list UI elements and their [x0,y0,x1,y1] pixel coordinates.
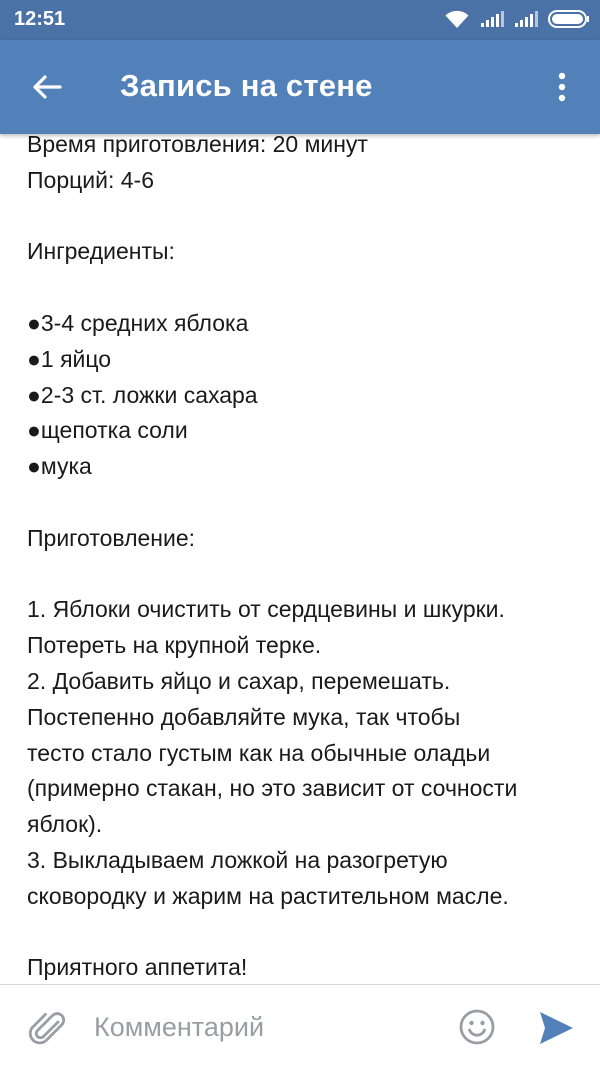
blank-line [27,557,587,593]
post-line: Потереть на крупной терке. [27,632,322,659]
blank-line [27,915,587,951]
post-line: Постепенно добавляйте мука, так чтобы [27,703,461,730]
blank-line [27,485,587,521]
post-line: ●2-3 ст. ложки сахара [27,381,258,408]
post-content [0,134,600,984]
post-line: ●мука [27,453,92,480]
app-bar [0,40,600,134]
arrow-left-icon [32,74,62,100]
post-line: (примерно стакан, но это зависит от сочности [27,775,518,802]
post-line: 2. Добавить яйцо и сахар, перемешать. [27,667,451,694]
signal-icon [514,10,538,28]
comment-input[interactable] [94,1005,434,1049]
back-button[interactable] [24,64,70,110]
battery-icon [548,10,590,28]
post-line: тесто стало густым как на обычные оладьи [27,739,491,766]
post-line: сковородку и жарим на растительном масле. [27,882,509,909]
blank-line [27,270,587,306]
post-text [27,134,587,984]
post-line: яблок). [27,811,103,838]
post-line: Время приготовления: 20 минут [27,134,368,157]
blank-line [27,199,587,235]
wifi-icon [444,9,470,29]
post-line: Приятного аппетита! [27,954,248,981]
status-time: 12:51 [14,8,66,30]
post-line: Порций: 4-6 [27,166,155,193]
post-line: 1. Яблоки очистить от сердцевины и шкурки. [27,596,505,623]
send-icon [536,1008,576,1048]
post-line: 3. Выкладываем ложкой на разогретую [27,846,448,873]
emoji-button[interactable] [457,1007,497,1047]
status-bar [0,0,600,40]
smiley-icon [457,1007,497,1047]
status-icons [444,9,590,29]
attach-button[interactable] [28,1007,68,1047]
more-vertical-icon [558,72,566,102]
signal-icon [480,10,504,28]
post-line: ●3-4 средних яблока [27,309,249,336]
page-title: Запись на стене [120,68,373,103]
post-line: Приготовление: [27,524,196,551]
post-line: ●щепотка соли [27,417,188,444]
post-line: Ингредиенты: [27,238,175,265]
more-options-button[interactable] [542,64,582,110]
comment-bar [0,984,600,1066]
send-button[interactable] [536,1008,576,1048]
paperclip-icon [28,1007,68,1047]
post-line: ●1 яйцо [27,345,112,372]
